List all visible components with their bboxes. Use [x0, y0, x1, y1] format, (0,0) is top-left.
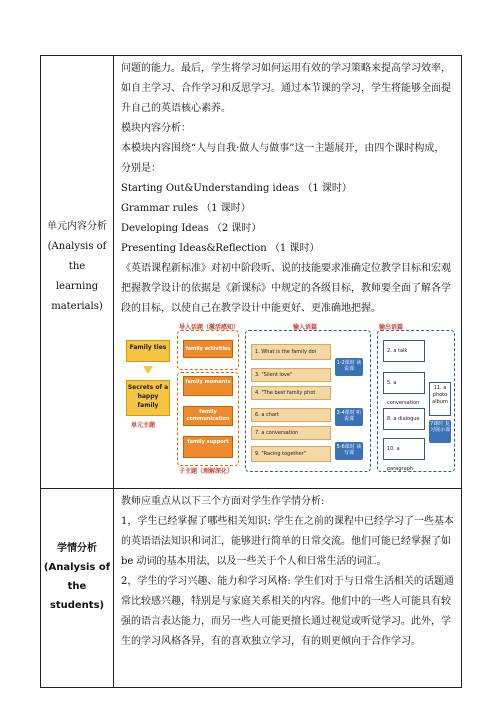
- secrets-box: Secrets of a happy family: [126, 380, 170, 416]
- row1-label: [41, 217, 113, 317]
- down-arrow-icon: [143, 366, 153, 374]
- lesson-plan-table: [40, 55, 462, 688]
- text-line: 分别是：: [121, 163, 161, 174]
- input-item: 3. "Silent love": [251, 368, 331, 382]
- lesson-tag: 1-2课时 读说课: [335, 358, 363, 376]
- photo-album-box: 11. a photo album: [429, 382, 451, 416]
- text-line: 问题的能力。最后，学生将学习如何运用有效的学习策略来提高学习效率，: [121, 63, 451, 74]
- row-divider: [41, 488, 461, 489]
- text-line: 生的学习风格各异，有的喜欢独立学习，有的则更倾向于合作学习。: [121, 636, 421, 647]
- label-line: 单元内容分析: [47, 221, 107, 232]
- unit-structure-diagram: [121, 322, 457, 482]
- output-item: 2. a talk: [383, 340, 425, 362]
- text-line: 《英语课程新标准》对初中阶段听、说的技能要求准确定位教学目标和宏观: [121, 263, 451, 274]
- input-header: 输入语篇: [293, 324, 318, 331]
- text-line: Presenting Ideas&Reflection （1 课时）: [121, 243, 320, 254]
- sub-theme-label: 子主题（理解深化）: [179, 468, 234, 475]
- family-activities-box: family activities: [183, 340, 233, 358]
- text-line: 本模块内容围绕“人与自我·做人与做事”这一主题展开，由四个课时构成，: [121, 143, 445, 154]
- lesson-tag: 5-6课时 读写课: [335, 442, 363, 460]
- text-line: 的英语语法知识和词汇，能够进行简单的日常交流。他们可能已经掌握了如: [121, 536, 451, 547]
- input-item: 7. a conversation: [251, 426, 331, 440]
- input-item: 6. a chart: [251, 408, 331, 422]
- text-line: 如自主学习、合作学习和反思学习。通过本节课的学习，学生将能够全面提: [121, 83, 451, 94]
- label-line: materials): [51, 301, 103, 312]
- text-line: 模块内容分析：: [121, 123, 191, 134]
- column-divider: [113, 56, 114, 687]
- output-item: 8. a dialogue: [383, 408, 425, 430]
- row1-content: [121, 59, 457, 319]
- lesson-tag: 3-4课时 听说课: [335, 408, 363, 426]
- label-line: the students): [49, 581, 105, 611]
- output-item: 10. a paragraph: [383, 438, 425, 460]
- text-line: 1，学生已经掌握了哪些相关知识: 学生在之前的课程中已经学习了一些基本: [121, 516, 454, 527]
- label-line: (Analysis of: [43, 562, 111, 573]
- family-ties-box: Family ties: [126, 340, 170, 362]
- text-line: 2，学生的学习兴趣、能力和学习风格: 学生们对于与日常生活相关的话题通: [121, 576, 454, 587]
- text-line: be 动词的基本用法，以及一些关于个人和日常生活的词汇。: [121, 556, 387, 567]
- label-line: learning: [55, 281, 99, 292]
- text-line: 段的目标，以使自己在教学设计中能更好、更准确地把握。: [121, 303, 381, 314]
- input-item: 4. "The best family phot: [251, 386, 331, 400]
- row2-content: [121, 492, 457, 652]
- input-item: 9. "Racing together": [251, 446, 331, 462]
- row2-label: [41, 539, 113, 615]
- intro-header: 导入话题（激活感知）: [179, 324, 240, 331]
- text-line: 升自己的英语核心素养。: [121, 103, 231, 114]
- text-line: 常比较感兴趣，特别是与家庭关系相关的内容。他们中的一些人可能具有较: [121, 596, 451, 607]
- text-line: Developing Ideas （2 课时）: [121, 223, 262, 234]
- label-line: 学情分析: [57, 543, 97, 554]
- text-line: Grammar rules （1 课时）: [121, 203, 251, 214]
- text-line: 把握教学设计的依据是《新课标》中规定的各级目标，教师要全面了解各学: [121, 283, 451, 294]
- lesson-tag: 7课时 复习展示课: [429, 420, 451, 443]
- input-item: 1. What is the family doi: [251, 344, 331, 360]
- output-item: 5. a conversation: [383, 372, 425, 394]
- output-header: 输出语篇: [379, 324, 404, 331]
- label-line: (Analysis of the: [47, 241, 107, 272]
- unit-theme-label: 单元主题: [131, 422, 156, 429]
- family-communication-box: family communication: [183, 406, 233, 426]
- text-line: 教师应重点从以下三个方面对学生作学情分析:: [121, 496, 325, 507]
- family-support-box: family support: [183, 436, 233, 458]
- text-line: Starting Out&Understanding ideas （1 课时）: [121, 183, 352, 194]
- family-moments-box: family moments: [183, 376, 233, 396]
- text-line: 强的语言表达能力，而另一些人可能更擅长通过视觉或听觉学习。此外，学: [121, 616, 451, 627]
